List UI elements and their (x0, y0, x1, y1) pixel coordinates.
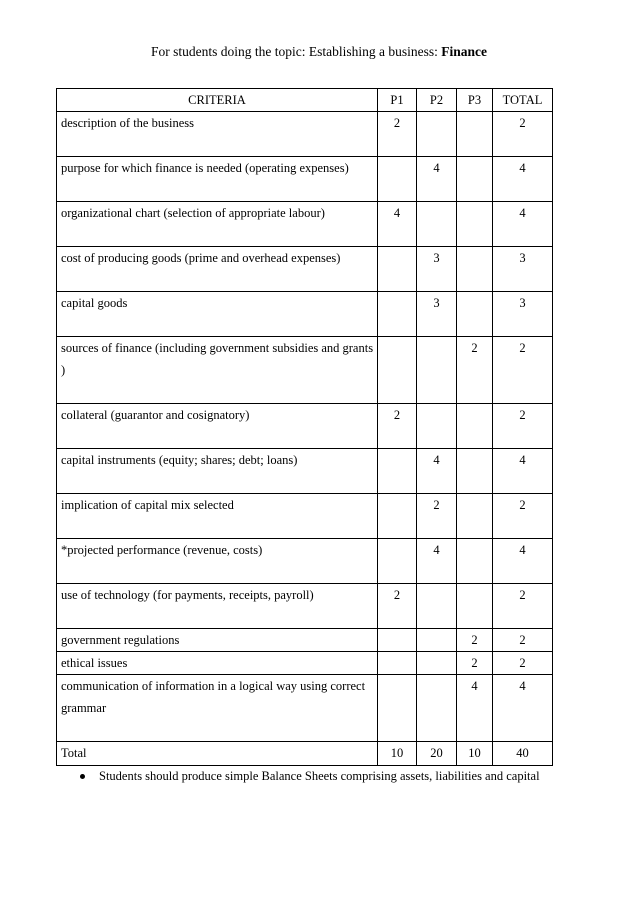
total-cell: 2 (493, 584, 553, 629)
p3-total-cell: 10 (457, 742, 493, 766)
table-row (57, 584, 553, 629)
total-cell: 2 (493, 652, 553, 675)
balance-sheet-note (80, 769, 540, 784)
total-cell: 2 (493, 337, 553, 404)
p1-cell (378, 247, 417, 292)
p1-cell: 2 (378, 584, 417, 629)
p3-cell (457, 404, 493, 449)
p2-cell (417, 202, 457, 247)
p3-cell (457, 112, 493, 157)
p2-cell (417, 675, 457, 742)
page-heading (0, 44, 638, 60)
criteria-cell: use of technology (for payments, receipts, payroll) (57, 584, 378, 629)
total-cell: 4 (493, 675, 553, 742)
p3-cell: 2 (457, 337, 493, 404)
p1-cell (378, 675, 417, 742)
table-row (57, 494, 553, 539)
header-p2: P2 (417, 89, 457, 112)
table-header-row (57, 89, 553, 112)
p2-cell: 4 (417, 157, 457, 202)
table-row (57, 539, 553, 584)
criteria-cell: description of the business (57, 112, 378, 157)
p1-cell (378, 494, 417, 539)
criteria-cell: government regulations (57, 629, 378, 652)
criteria-table (56, 88, 553, 766)
p1-cell (378, 292, 417, 337)
p3-cell (457, 157, 493, 202)
total-cell: 4 (493, 202, 553, 247)
table-row (57, 675, 553, 742)
p2-cell (417, 584, 457, 629)
header-criteria: CRITERIA (57, 89, 378, 112)
total-cell: 2 (493, 629, 553, 652)
p3-cell: 2 (457, 652, 493, 675)
p2-cell: 2 (417, 494, 457, 539)
criteria-cell: collateral (guarantor and cosignatory) (57, 404, 378, 449)
p1-cell: 4 (378, 202, 417, 247)
criteria-cell: *projected performance (revenue, costs) (57, 539, 378, 584)
p1-cell (378, 629, 417, 652)
p3-cell: 4 (457, 675, 493, 742)
criteria-cell: communication of information in a logical way using correct grammar (57, 675, 378, 742)
criteria-cell: capital instruments (equity; shares; debt; loans) (57, 449, 378, 494)
p2-cell (417, 112, 457, 157)
header-total: TOTAL (493, 89, 553, 112)
table-row (57, 337, 553, 404)
table-row (57, 112, 553, 157)
total-cell: 3 (493, 247, 553, 292)
table-row (57, 247, 553, 292)
p1-cell (378, 449, 417, 494)
bullet-icon (80, 774, 85, 779)
heading-text: For students doing the topic: Establishing a business: (151, 44, 442, 59)
note-text: Students should produce simple Balance Sheets comprising assets, liabilities and capital (99, 769, 540, 783)
header-p1: P1 (378, 89, 417, 112)
p2-total-cell: 20 (417, 742, 457, 766)
criteria-cell: purpose for which finance is needed (operating expenses) (57, 157, 378, 202)
table-row (57, 629, 553, 652)
p3-cell (457, 449, 493, 494)
total-cell: 4 (493, 539, 553, 584)
total-cell: 2 (493, 404, 553, 449)
p1-cell: 2 (378, 112, 417, 157)
table-total-row (57, 742, 553, 766)
p2-cell (417, 337, 457, 404)
p1-cell (378, 539, 417, 584)
p3-cell (457, 539, 493, 584)
grand-total-cell: 40 (493, 742, 553, 766)
total-cell: 2 (493, 494, 553, 539)
p3-cell: 2 (457, 629, 493, 652)
table-row (57, 449, 553, 494)
heading-topic: Finance (441, 44, 487, 59)
p3-cell (457, 202, 493, 247)
table-row (57, 404, 553, 449)
p2-cell (417, 404, 457, 449)
p1-total-cell: 10 (378, 742, 417, 766)
p3-cell (457, 292, 493, 337)
p1-cell (378, 157, 417, 202)
criteria-cell: implication of capital mix selected (57, 494, 378, 539)
header-p3: P3 (457, 89, 493, 112)
p2-cell: 3 (417, 292, 457, 337)
total-cell: 4 (493, 449, 553, 494)
table-row (57, 202, 553, 247)
total-cell: 3 (493, 292, 553, 337)
p2-cell: 3 (417, 247, 457, 292)
criteria-cell: capital goods (57, 292, 378, 337)
p1-cell (378, 337, 417, 404)
table-row (57, 652, 553, 675)
p2-cell: 4 (417, 449, 457, 494)
total-cell: 4 (493, 157, 553, 202)
criteria-cell: cost of producing goods (prime and overhead expenses) (57, 247, 378, 292)
p2-cell (417, 629, 457, 652)
table-row (57, 157, 553, 202)
p3-cell (457, 584, 493, 629)
p3-cell (457, 247, 493, 292)
table-row (57, 292, 553, 337)
p3-cell (457, 494, 493, 539)
criteria-cell: organizational chart (selection of appropriate labour) (57, 202, 378, 247)
criteria-cell: sources of finance (including government subsidies and grants ) (57, 337, 378, 404)
p2-cell (417, 652, 457, 675)
total-cell: 2 (493, 112, 553, 157)
p1-cell: 2 (378, 404, 417, 449)
p1-cell (378, 652, 417, 675)
total-label-cell: Total (57, 742, 378, 766)
criteria-cell: ethical issues (57, 652, 378, 675)
p2-cell: 4 (417, 539, 457, 584)
